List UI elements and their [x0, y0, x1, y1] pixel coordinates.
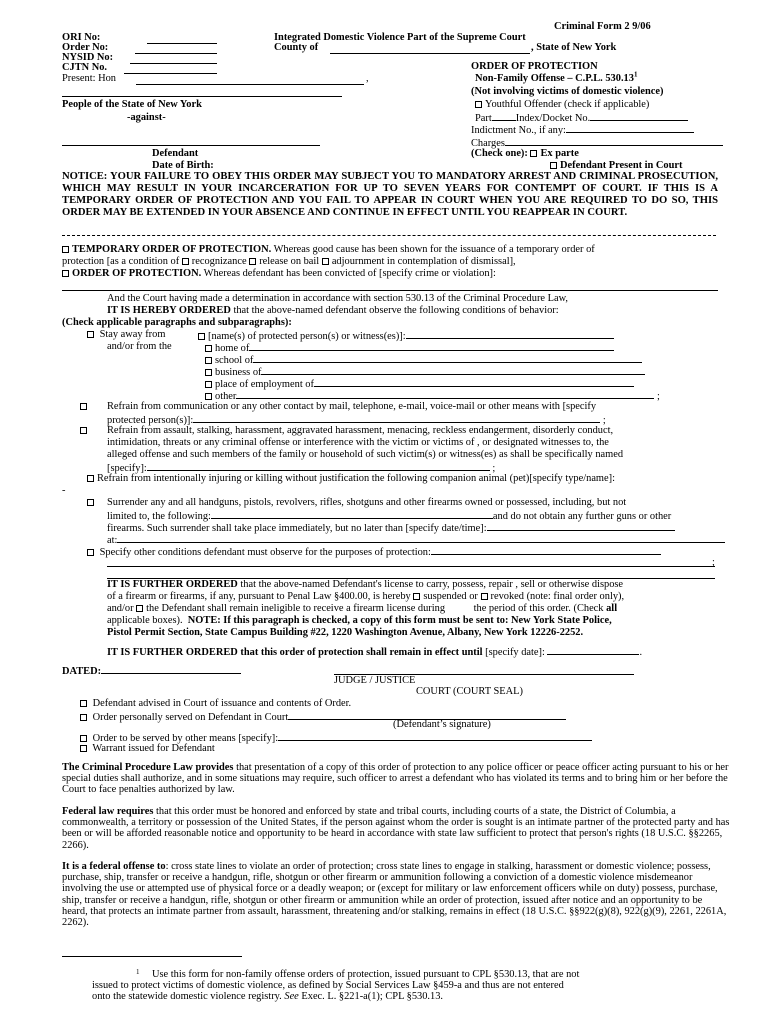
bail-checkbox[interactable]	[249, 258, 256, 265]
ex-parte-checkbox[interactable]	[530, 150, 537, 157]
fed-para	[62, 806, 730, 851]
revoked-checkbox[interactable]	[481, 593, 488, 600]
semicolon: ;	[712, 557, 715, 568]
andor-label: and/or from the	[107, 341, 172, 352]
temp-row	[62, 244, 595, 256]
cpl-bold: The Criminal Procedure Law provides	[62, 762, 234, 773]
refrain2c: alleged offense and such members of the family or household of such victim(s) or witness(es) as shall be specifically named	[107, 449, 624, 460]
present-field[interactable]	[136, 75, 364, 85]
specify-label: Specify other conditions defendant must observe for the purposes of protection:	[99, 547, 431, 558]
refrain1b-text: protected person(s)]:	[107, 415, 194, 426]
refrain1b-row: protected person(s)]: ;	[107, 415, 606, 426]
other-field[interactable]	[236, 389, 654, 399]
employment-checkbox[interactable]	[205, 381, 212, 388]
footnote-l3a: onto the statewide domestic violence registry.	[92, 991, 282, 1002]
charges-field[interactable]	[505, 136, 723, 146]
dated-field[interactable]	[101, 664, 241, 674]
comma: ,	[366, 73, 369, 84]
check-one-row	[471, 148, 579, 160]
effect-bold: IT IS FURTHER ORDERED that this order of protection shall remain in effect until	[107, 647, 483, 658]
at-label: at:	[107, 535, 118, 546]
order-no-label: Order No:	[62, 42, 109, 53]
recog-checkbox[interactable]	[182, 258, 189, 265]
indictment-field[interactable]	[566, 123, 694, 133]
offense-text: : cross state lines to violate an order of protection; cross state lines to engage in stalking, harassment or domestic violence; possess, purchase, ship, transfer or receive a handgun, rifle, shotgun or other firearm or ammunition following a conviction of a domestic violence misdemeanor involving the use or attempted use of physical force or a deadly weapon; or (except for military or law enforcement officers while on duty) possess, purchase, ship, transfer or receive a handgun, rifle, shotgun or other firearm or ammunition while an order of protection, issued after notice and an opportunity to be heard, that protects an intimate partner from assault, harassment, threatening and/or stalking, remains in effect (18 U.S.C. §§922(g)(8), 922(g)(9), 2261, 2261A, 2262).	[62, 861, 727, 929]
temp-title: TEMPORARY ORDER OF PROTECTION.	[72, 244, 272, 255]
rule	[62, 96, 342, 97]
surrender-a: Surrender any and all handguns, pistols, revolvers, rifles, shotguns and other firearms owned or possessed, including, but not	[107, 497, 627, 508]
footnote-mark: 1	[633, 70, 638, 79]
other-checkbox[interactable]	[205, 393, 212, 400]
refrain1-text: Refrain from communication or any other contact by mail, telephone, e-mail, voice-mail or other means with [specify	[107, 401, 597, 412]
adjourn-checkbox[interactable]	[322, 258, 329, 265]
surrender-checkbox[interactable]	[87, 499, 94, 506]
further-row2	[107, 591, 624, 603]
judge-label: JUDGE / JUSTICE	[334, 675, 416, 686]
refrain2d: [specify]:	[107, 463, 147, 474]
served-row	[80, 710, 566, 724]
check-one-label: (Check one):	[471, 148, 528, 159]
revoked-label: revoked (note: final order only),	[490, 591, 625, 602]
ori-field[interactable]	[147, 34, 217, 44]
offense-bold: It is a federal offense to	[62, 861, 166, 872]
hereby-text: that the above-named defendant observe the following conditions of behavior:	[233, 305, 559, 316]
temp-text2: protection [as a condition of	[62, 256, 180, 267]
advised-row	[80, 698, 351, 710]
form-id: Criminal Form 2 9/06	[554, 21, 651, 32]
footnote-num: 1	[136, 968, 140, 976]
check-paras: (Check applicable paragraphs and subparagraphs):	[62, 317, 292, 328]
dated-row: DATED:	[62, 664, 241, 678]
warrant-checkbox[interactable]	[80, 745, 87, 752]
further-l3b: the Defendant shall remain ineligible to receive a firearm license during	[146, 603, 446, 614]
specify-checkbox[interactable]	[87, 549, 94, 556]
people-label: People of the State of New York	[62, 99, 202, 110]
def-present-checkbox[interactable]	[550, 162, 557, 169]
stay-away-row	[87, 329, 165, 341]
refrain2a: Refrain from assault, stalking, harassment, aggravated harassment, menacing, reckless endangerment, disorderly conduct,	[107, 425, 614, 436]
refrain2-row	[80, 425, 90, 437]
refrain2-field[interactable]	[147, 461, 490, 471]
order-title: ORDER OF PROTECTION	[471, 61, 598, 72]
school-label: school of	[215, 355, 254, 366]
stay-away-checkbox[interactable]	[87, 331, 94, 338]
dashed-rule	[62, 235, 716, 236]
other-row: other ;	[205, 389, 660, 403]
further-l3a: and/or	[107, 603, 134, 614]
suspended-label: suspended or	[423, 591, 478, 602]
against-label: -against-	[127, 112, 166, 123]
footnote-l1: Use this form for non-family offense orders of protection, issued pursuant to CPL §530.13, that are not	[152, 969, 580, 980]
business-checkbox[interactable]	[205, 369, 212, 376]
cjtn-field[interactable]	[124, 64, 217, 74]
defendant-line	[62, 145, 320, 146]
index-field[interactable]	[590, 111, 688, 121]
part-field[interactable]	[492, 111, 516, 121]
county-field[interactable]	[330, 44, 530, 54]
hereby-row	[107, 305, 559, 317]
surrender-c: firearms. Such surrender shall take place immediately, but no later than [specify date/time]:	[107, 523, 487, 534]
effect-text: [specify date]:	[485, 647, 545, 658]
served-checkbox[interactable]	[80, 714, 87, 721]
part-label: Part	[475, 113, 492, 124]
advised-label: Defendant advised in Court of issuance and contents of Order.	[92, 698, 352, 709]
temp-text1: Whereas good cause has been shown for the issuance of a temporary order of	[273, 244, 595, 255]
crime-line	[62, 290, 718, 291]
index-label: Index/Docket No.	[515, 113, 591, 124]
order-subtitle-text: Non-Family Offense – C.P.L. 530.13	[475, 73, 634, 84]
order-checkbox[interactable]	[62, 270, 69, 277]
further-all: all	[606, 603, 618, 614]
further-l3c: the period of this order. (Check	[473, 603, 604, 614]
def-sig-label: (Defendant’s signature)	[393, 719, 491, 730]
employment-field[interactable]	[314, 377, 634, 387]
at-field[interactable]	[117, 533, 725, 543]
court-title: Integrated Domestic Violence Part of the Supreme Court	[274, 32, 526, 43]
served-label: Order personally served on Defendant in Court	[92, 712, 289, 723]
surrender-b2: and do not obtain any further guns or other	[492, 511, 672, 522]
further-bold: IT IS FURTHER ORDERED	[107, 579, 238, 590]
stay-away-label: Stay away from	[99, 329, 166, 340]
refrain2d-row: [specify]: ;	[107, 463, 496, 474]
order-protection-text: Whereas defendant has been convicted of [specify crime or violation]:	[203, 268, 496, 279]
warrant-label: Warrant issued for Defendant	[92, 743, 215, 754]
order-subtitle	[475, 70, 638, 85]
other-means-checkbox[interactable]	[80, 735, 87, 742]
ex-parte-label: Ex parte	[540, 148, 579, 159]
court-seal: COURT (COURT SEAL)	[416, 686, 523, 697]
suspended-checkbox[interactable]	[413, 593, 420, 600]
school-field[interactable]	[253, 353, 642, 363]
refrain1-field[interactable]	[193, 413, 600, 423]
refrain2-checkbox[interactable]	[80, 427, 87, 434]
refrain2b: intimidation, threats or any criminal offense or interference with the victim or victims of , or designated witnesses to, the	[107, 437, 609, 448]
cpl-para	[62, 762, 730, 796]
order-row	[62, 268, 496, 280]
footnote-l3	[92, 991, 443, 1003]
advised-checkbox[interactable]	[80, 700, 87, 707]
home-label: home of	[215, 343, 250, 354]
refrain3-text: Refrain from intentionally injuring or killing without justification the following companion animal (pet)[specify type/name]:	[97, 473, 615, 484]
effect-row: IT IS FURTHER ORDERED that this order of protection shall remain in effect until [specify date]: .	[107, 647, 643, 658]
nysid-field[interactable]	[130, 54, 217, 64]
determination: And the Court having made a determination in accordance with section 530.13 of the Criminal Procedure Law,	[107, 293, 568, 304]
home-field[interactable]	[249, 341, 614, 351]
names-label: [name(s) of protected person(s) or witness(es)]:	[208, 331, 406, 342]
youthful-checkbox[interactable]	[475, 101, 482, 108]
further-l4a: applicable boxes).	[107, 615, 183, 626]
dash-mark: -	[62, 485, 66, 496]
dated-label: DATED	[62, 666, 98, 677]
school-checkbox[interactable]	[205, 357, 212, 364]
other-label: other	[215, 391, 237, 402]
refrain1-checkbox[interactable]	[80, 403, 87, 410]
business-field[interactable]	[261, 365, 645, 375]
temp-checkbox[interactable]	[62, 246, 69, 253]
employment-label: place of employment of	[215, 379, 314, 390]
youthful-label: Youthful Offender (check if applicable)	[485, 99, 650, 110]
specify-line2	[107, 566, 715, 567]
temp-row2	[62, 256, 516, 268]
surrender-date-field[interactable]	[487, 521, 675, 531]
indictment-row	[471, 123, 694, 137]
notice: NOTICE: YOUR FAILURE TO OBEY THIS ORDER MAY SUBJECT YOU TO MANDATORY ARREST AND CRIMINAL PROSECUTION, WHICH MAY RESULT IN YOUR INCARCERATION FOR UP TO SEVEN YEARS FOR CONTEMPT OF COURT. IF THIS IS A TEMPORARY ORDER OF PROTECTION AND YOU FAIL TO APPEAR IN COURT WHEN YOU ARE REQUIRED TO DO SO, THIS ORDER MAY BE EXTENDED IN YOUR ABSENCE AND CONTINUE IN EFFECT UNTIL YOU REAPPEAR IN COURT.	[62, 171, 718, 218]
dob-label: Date of Birth:	[152, 160, 214, 171]
names-field[interactable]	[406, 329, 614, 339]
further-l4b: NOTE: If this paragraph is checked, a copy of this form must be sent to: New York State Police,	[187, 615, 612, 626]
order-note: (Not involving victims of domestic violence)	[471, 86, 664, 97]
surrender-b: limited to, the following:	[107, 511, 211, 522]
nysid-label: NYSID No:	[62, 52, 114, 63]
names-checkbox[interactable]	[198, 333, 205, 340]
surrender-row	[87, 497, 97, 509]
further-l2: of a firearm or firearms, if any, pursuant to Penal Law §400.00, is hereby	[107, 591, 411, 602]
order-no-field[interactable]	[135, 44, 217, 54]
cjtn-label: CJTN No.	[62, 62, 108, 73]
refrain1-row	[80, 401, 90, 413]
warrant-row	[80, 743, 215, 755]
specify-field[interactable]	[431, 545, 661, 555]
cpl-text: that presentation of a copy of this order of protection to any police officer or peace officer acting pursuant to his or her special duties shall authorize, and in some situations may require, such officer to arrest a defendant who has violated its terms and to bring him or her before the Court to face penalties authorized by law.	[62, 762, 729, 796]
specify-row	[87, 545, 661, 559]
hereby-bold: IT IS HEREBY ORDERED	[107, 305, 231, 316]
further-l5: Pistol Permit Section, State Campus Building #22, 1220 Washington Avenue, Albany, New York 12226-2252.	[107, 627, 584, 638]
other-means-label: Order to be served by other means [specify]:	[92, 733, 279, 744]
youthful-row	[475, 99, 649, 111]
charges-label: Charges	[471, 138, 505, 149]
indictment-label: Indictment No., if any:	[471, 125, 566, 136]
adjourn-label: adjournment in contemplation of dismissal],	[331, 256, 516, 267]
fed-text: that this order must be honored and enforced by state and tribal courts, including courts of a state, the District of Columbia, a commonwealth, a territory or possession of the United States, if the person against whom the order is sought is an intimate partner of the protected party and has been or will be afforded reasonable notice and opportunity to be heard in accordance with state law sufficient to protect that person's rights (18 U.S.C. §§2265, 2266).	[62, 806, 730, 851]
other-means-field[interactable]	[278, 731, 592, 741]
surrender-field[interactable]	[211, 509, 493, 519]
effect-field[interactable]	[547, 645, 639, 655]
recog-label: recognizance	[191, 256, 247, 267]
def-present-label: Defendant Present in Court	[560, 160, 683, 171]
bail-label: release on bail	[259, 256, 320, 267]
further-row1	[107, 579, 623, 591]
fed-bold: Federal law requires	[62, 806, 154, 817]
further-t1: that the above-named Defendant's license to carry, possess, repair , sell or otherwise dispose	[240, 579, 624, 590]
footnote-l2: issued to protect victims of domestic violence, as defined by Social Services Law §459-a and thus are not entered	[92, 980, 564, 991]
refrain3-checkbox[interactable]	[87, 475, 94, 482]
further-row4	[107, 615, 612, 627]
business-label: business of	[215, 367, 262, 378]
defendant-label: Defendant	[152, 148, 199, 159]
county-label: County of	[274, 42, 319, 53]
ori-label: ORI No:	[62, 32, 101, 43]
order-protection-title: ORDER OF PROTECTION.	[72, 268, 202, 279]
present-label: Present: Hon	[62, 73, 116, 84]
home-checkbox[interactable]	[205, 345, 212, 352]
further-row3	[107, 603, 617, 615]
ineligible-checkbox[interactable]	[136, 605, 143, 612]
footnote-l3b: Exec. L. §221-a(1); CPL §530.13.	[301, 991, 443, 1002]
refrain3-row	[87, 473, 615, 485]
footnote-rule	[62, 956, 242, 957]
state-label: , State of New York	[531, 42, 617, 53]
footnote-see: See	[284, 991, 299, 1002]
offense-para	[62, 861, 730, 928]
